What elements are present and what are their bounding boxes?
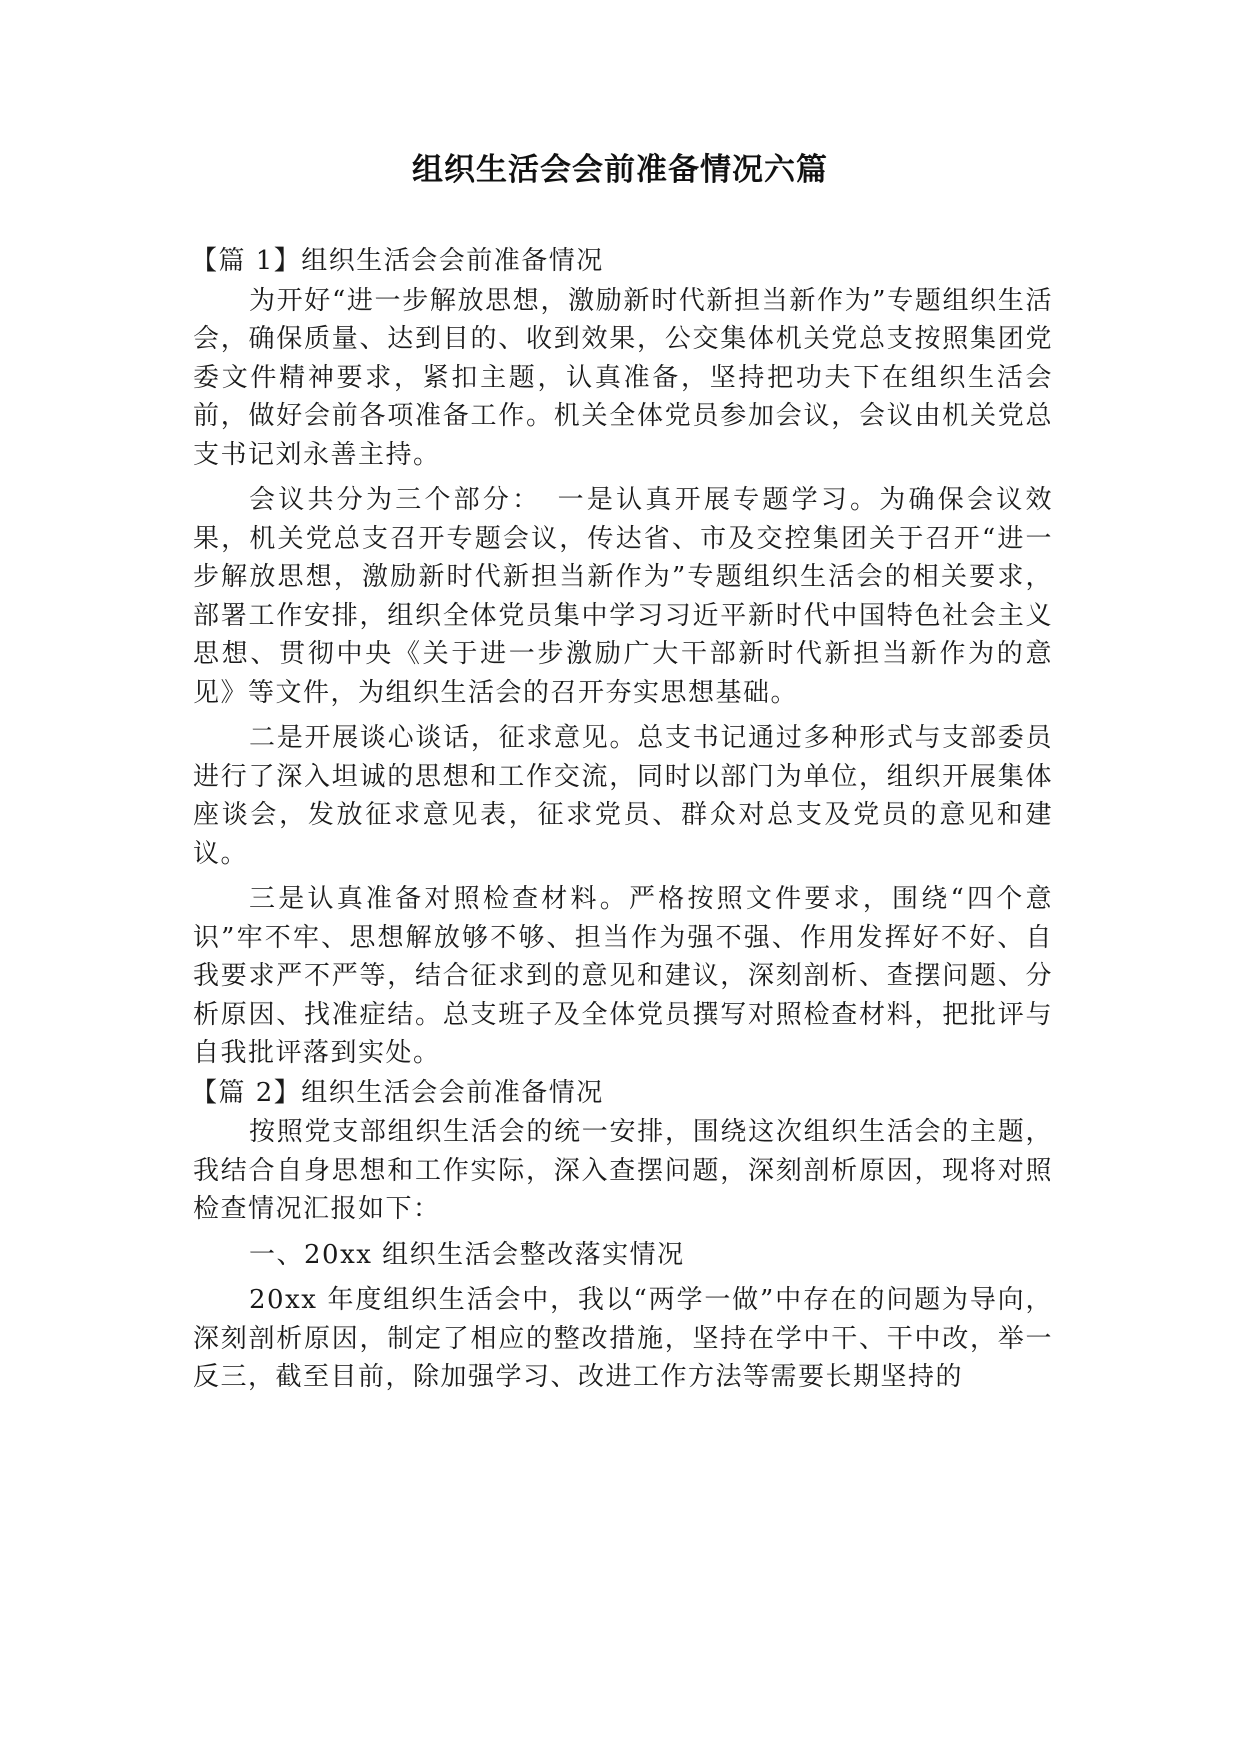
paragraph: 按照党支部组织生活会的统一安排，围绕这次组织生活会的主题，我结合自身思想和工作实际，深入查摆问题，深刻剖析原因，现将对照检查情况汇报如下： bbox=[193, 1117, 1053, 1224]
section-heading-2: 【篇 2】组织生活会会前准备情况 bbox=[191, 1077, 604, 1108]
document-title: 组织生活会会前准备情况六篇 bbox=[412, 152, 828, 188]
paragraph: 20xx 年度组织生活会中，我以“两学一做”中存在的问题为导向，深刻剖析原因，制定了相应的整改措施，坚持在学中干、干中改，举一反三，截至目前，除加强学习、改进工作方法等需要长期坚持的 bbox=[193, 1285, 1053, 1392]
paragraph: 二是开展谈心谈话，征求意见。总支书记通过多种形式与支部委员进行了深入坦诚的思想和工作交流，同时以部门为单位，组织开展集体座谈会，发放征求意见表，征求党员、群众对总支及党员的意见和建议。 bbox=[193, 723, 1053, 869]
section-heading-1: 【篇 1】组织生活会会前准备情况 bbox=[191, 246, 604, 276]
paragraph: 三是认真准备对照检查材料。严格按照文件要求，围绕“四个意识”牢不牢、思想解放够不够、担当作为强不强、作用发挥好不好、自我要求严不严等，结合征求到的意见和建议，深刻剖析、查摆问题、分析原因、找准症结。总支班子及全体党员撰写对照检查材料，把批评与自我批评落到实处。 bbox=[193, 884, 1053, 1068]
document-body bbox=[193, 242, 1053, 1404]
paragraph: 会议共分为三个部分： 一是认真开展专题学习。为确保会议效果，机关党总支召开专题会议，传达省、市及交控集团关于召开“进一步解放思想，激励新时代新担当新作为”专题组织生活会的相关要求，部署工作安排，组织全体党员集中学习习近平新时代中国特色社会主义思想、贯彻中央《关于进一步激励广大干部新时代新担当新作为的意见》等文件，为组织生活会的召开夯实思想基础。 bbox=[193, 485, 1053, 708]
subsection-heading: 一、20xx 组织生活会整改落实情况 bbox=[249, 1239, 685, 1270]
paragraph: 为开好“进一步解放思想，激励新时代新担当新作为”专题组织生活会，确保质量、达到目的、收到效果，公交集体机关党总支按照集团党委文件精神要求，紧扣主题，认真准备，坚持把功夫下在组织生活会前，做好会前各项准备工作。机关全体党员参加会议，会议由机关党总支书记刘永善主持。 bbox=[193, 285, 1053, 470]
